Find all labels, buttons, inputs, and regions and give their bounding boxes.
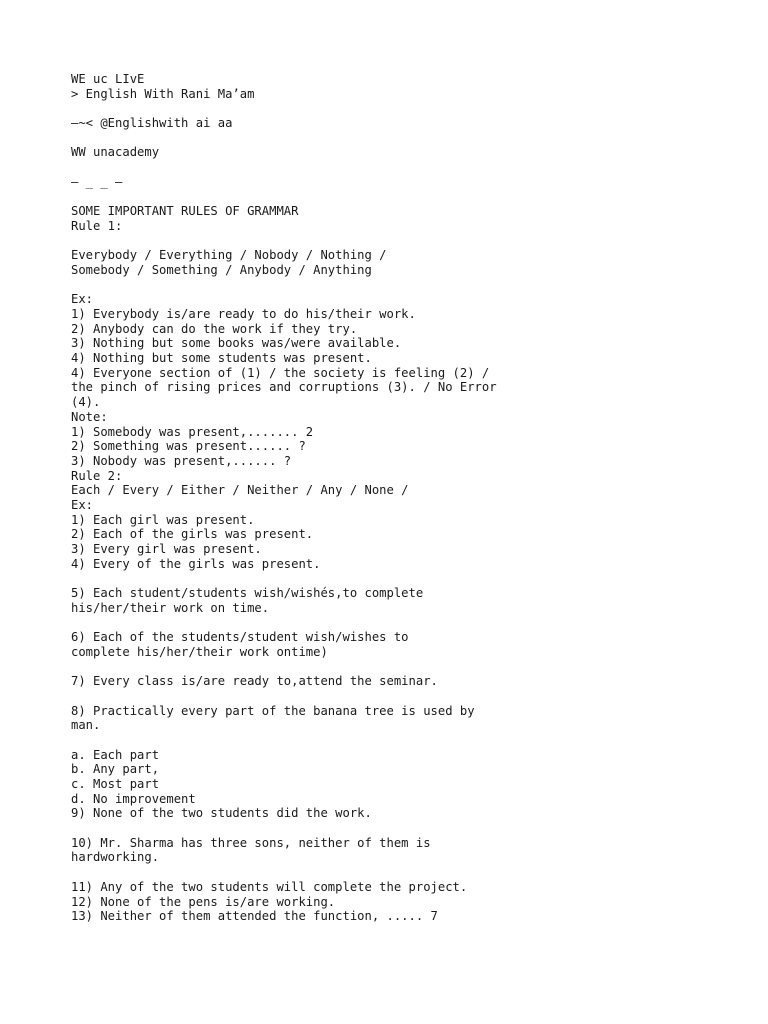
- text-line: 2) Something was present...... ?: [71, 439, 306, 454]
- text-line: man.: [71, 718, 101, 733]
- text-line: SOME IMPORTANT RULES OF GRAMMAR: [71, 204, 299, 219]
- blank-line: [71, 865, 731, 880]
- blank-line: [71, 160, 731, 175]
- document-text: [71, 72, 731, 924]
- text-line: Everybody / Everything / Nobody / Nothing /: [71, 248, 387, 263]
- text-line: 3) Nobody was present,...... ?: [71, 453, 292, 468]
- text-line: — _ _ —: [71, 174, 123, 189]
- blank-line: [71, 234, 731, 249]
- text-line: 10) Mr. Sharma has three sons, neither of them is: [71, 835, 431, 850]
- text-line: 1) Each girl was present.: [71, 512, 255, 527]
- text-line: 9) None of the two students did the work.: [71, 806, 372, 821]
- text-line: 5) Each student/students wish/wishés,to complete: [71, 586, 424, 601]
- text-line: his/her/their work on time.: [71, 600, 270, 615]
- text-line: —~< @Englishwith ai aa: [71, 116, 233, 131]
- text-line: c. Most part: [71, 777, 160, 791]
- text-line: 2) Anybody can do the work if they try.: [71, 321, 358, 336]
- blank-line: [71, 689, 731, 704]
- blank-line: [71, 278, 731, 293]
- blank-line: [71, 615, 731, 630]
- text-line: (4).: [71, 395, 101, 410]
- blank-line: [71, 660, 731, 675]
- text-line: Ex:: [71, 292, 94, 307]
- text-line: 4) Everyone section of (1) / the society is feeling (2) /: [71, 365, 490, 380]
- text-line: WW unacademy: [71, 145, 160, 160]
- text-line: Ex:: [71, 497, 94, 512]
- blank-line: [71, 131, 731, 146]
- text-line: Note:: [71, 409, 108, 424]
- text-line: 4) Nothing but some students was present.: [71, 351, 372, 366]
- text-line: 8) Practically every part of the banana tree is used by: [71, 703, 475, 718]
- text-line: 13) Neither of them attended the function, ..... 7: [71, 909, 438, 924]
- blank-line: [71, 821, 731, 836]
- text-line: 2) Each of the girls was present.: [71, 527, 314, 542]
- text-line: complete his/her/their work ontime): [71, 644, 328, 659]
- text-line: WE uc LIvE: [71, 72, 145, 86]
- text-line: 11) Any of the two students will complete the project.: [71, 879, 468, 894]
- text-line: Rule 1:: [71, 218, 123, 233]
- text-line: hardworking.: [71, 850, 160, 865]
- text-line: Each / Every / Either / Neither / Any / None /: [71, 483, 409, 498]
- text-line: 12) None of the pens is/are working.: [71, 894, 336, 909]
- blank-line: [71, 101, 731, 116]
- text-line: > English With Rani Ma’am: [71, 86, 255, 101]
- blank-line: [71, 571, 731, 586]
- text-line: 7) Every class is/are ready to,attend the seminar.: [71, 674, 438, 689]
- text-line: 3) Every girl was present.: [71, 542, 262, 556]
- text-line: 6) Each of the students/student wish/wishes to: [71, 630, 409, 645]
- text-line: 1) Somebody was present,....... 2: [71, 424, 314, 439]
- text-line: b. Any part,: [71, 762, 160, 777]
- blank-line: [71, 190, 731, 205]
- text-line: d. No improvement: [71, 791, 196, 806]
- text-line: the pinch of rising prices and corruptions (3). / No Error: [71, 380, 497, 395]
- text-line: 3) Nothing but some books was/were available.: [71, 336, 402, 351]
- text-line: a. Each part: [71, 747, 160, 762]
- text-line: Somebody / Something / Anybody / Anything: [71, 262, 372, 277]
- text-line: 4) Every of the girls was present.: [71, 556, 321, 571]
- text-line: Rule 2:: [71, 468, 123, 483]
- text-line: 1) Everybody is/are ready to do his/their work.: [71, 307, 416, 321]
- blank-line: [71, 733, 731, 748]
